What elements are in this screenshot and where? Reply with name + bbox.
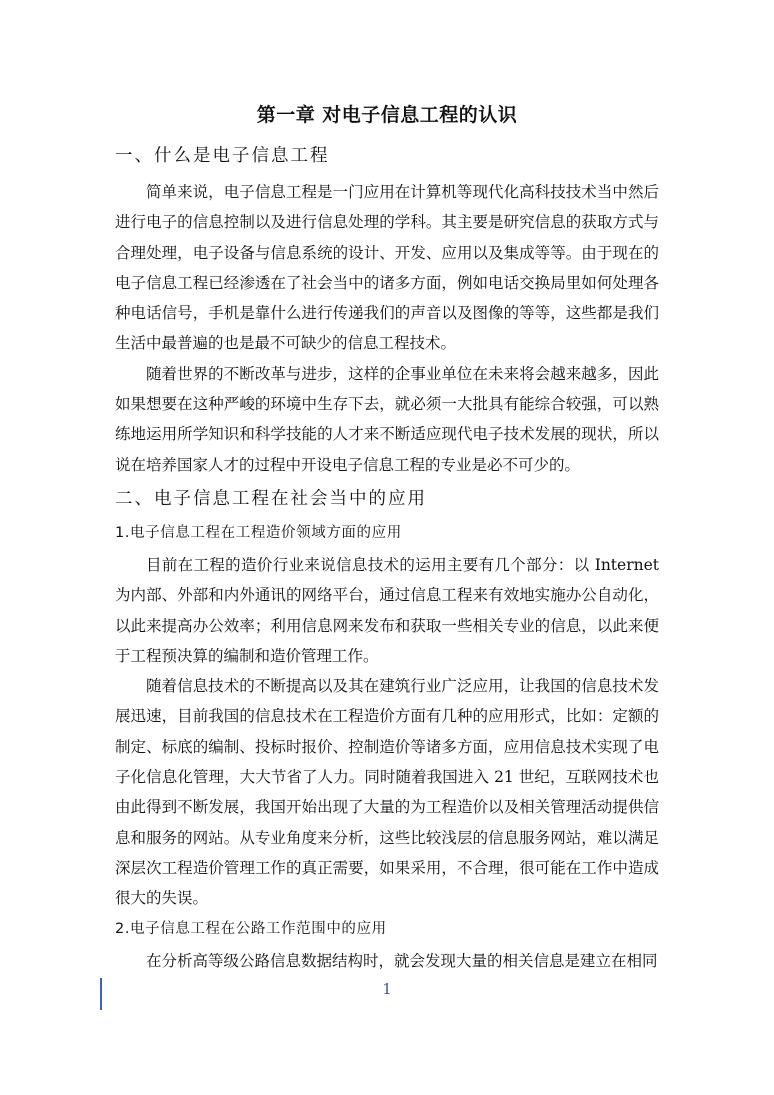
paragraph: 简单来说，电子信息工程是一门应用在计算机等现代化高科技技术当中然后进行电子的信息控制以及进行信息处理的学科。其主要是研究信息的获取方式与合理处理，电子设备与信息系统的设计、开发、应用以及集成等等。由于现在的电子信息工程已经渗透在了社会当中的诸多方面，例如电话交换局里如何处理各种电话信号，手机是靠什么进行传递我们的声音以及图像的等等，这些都是我们生活中最普遍的也是最不可缺少的信息工程技术。 [115,183,659,353]
paragraph: 在分析高等级公路信息数据结构时，就会发现大量的相关信息是建立在相同 [146,951,658,970]
page-number: 1 [382,980,392,998]
section-heading-1: 一、什么是电子信息工程 [115,146,330,166]
chapter-title: 第一章 对电子信息工程的认识 [256,104,518,126]
document-body [115,141,659,976]
paragraph: 目前在工程的造价行业来说信息技术的运用主要有几个部分：以 Internet 为内部、外部和内外通讯的网络平台，通过信息工程来有效地实施办公自动化，以此来提高办公效率；利用信息网来发布和获取一些相关专业的信息，以此来便于工程预决算的编制和造价管理工作。 [115,555,659,665]
paragraph: 随着世界的不断改革与进步，这样的企事业单位在未来将会越来越多，因此如果想要在这种严峻的环境中生存下去，就必须一大批具有能综合较强，可以熟练地运用所学知识和科学技能的人才来不断适应现代电子技术发展的现状，所以说在培养国家人才的过程中开设电子信息工程的专业是必不可少的。 [115,364,659,474]
subsection-heading-1: 1.电子信息工程在工程造价领域方面的应用 [115,524,402,541]
paragraph: 随着信息技术的不断提高以及其在建筑行业广泛应用，让我国的信息技术发展迅速，目前我国的信息技术在工程造价方面有几种的应用形式，比如：定额的制定、标底的编制、投标时报价、控制造价等诸多方面，应用信息技术实现了电子化信息化管理，大大节省了人力。同时随着我国进入 21 世纪，互联网技术也由此得到不断发展，我国开始出现了大量的为工程造价以及相关管理活动提供信息和服务的网站。从专业角度来分析，这些比较浅层的信息服务网站，难以满足深层次工程造价管理工作的真正需要，如果采用，不合理，很可能在工作中造成很大的失误。 [115,677,659,908]
subsection-heading-2: 2.电子信息工程在公路工作范围中的应用 [115,920,387,937]
section-heading-2: 二、电子信息工程在社会当中的应用 [115,488,427,509]
